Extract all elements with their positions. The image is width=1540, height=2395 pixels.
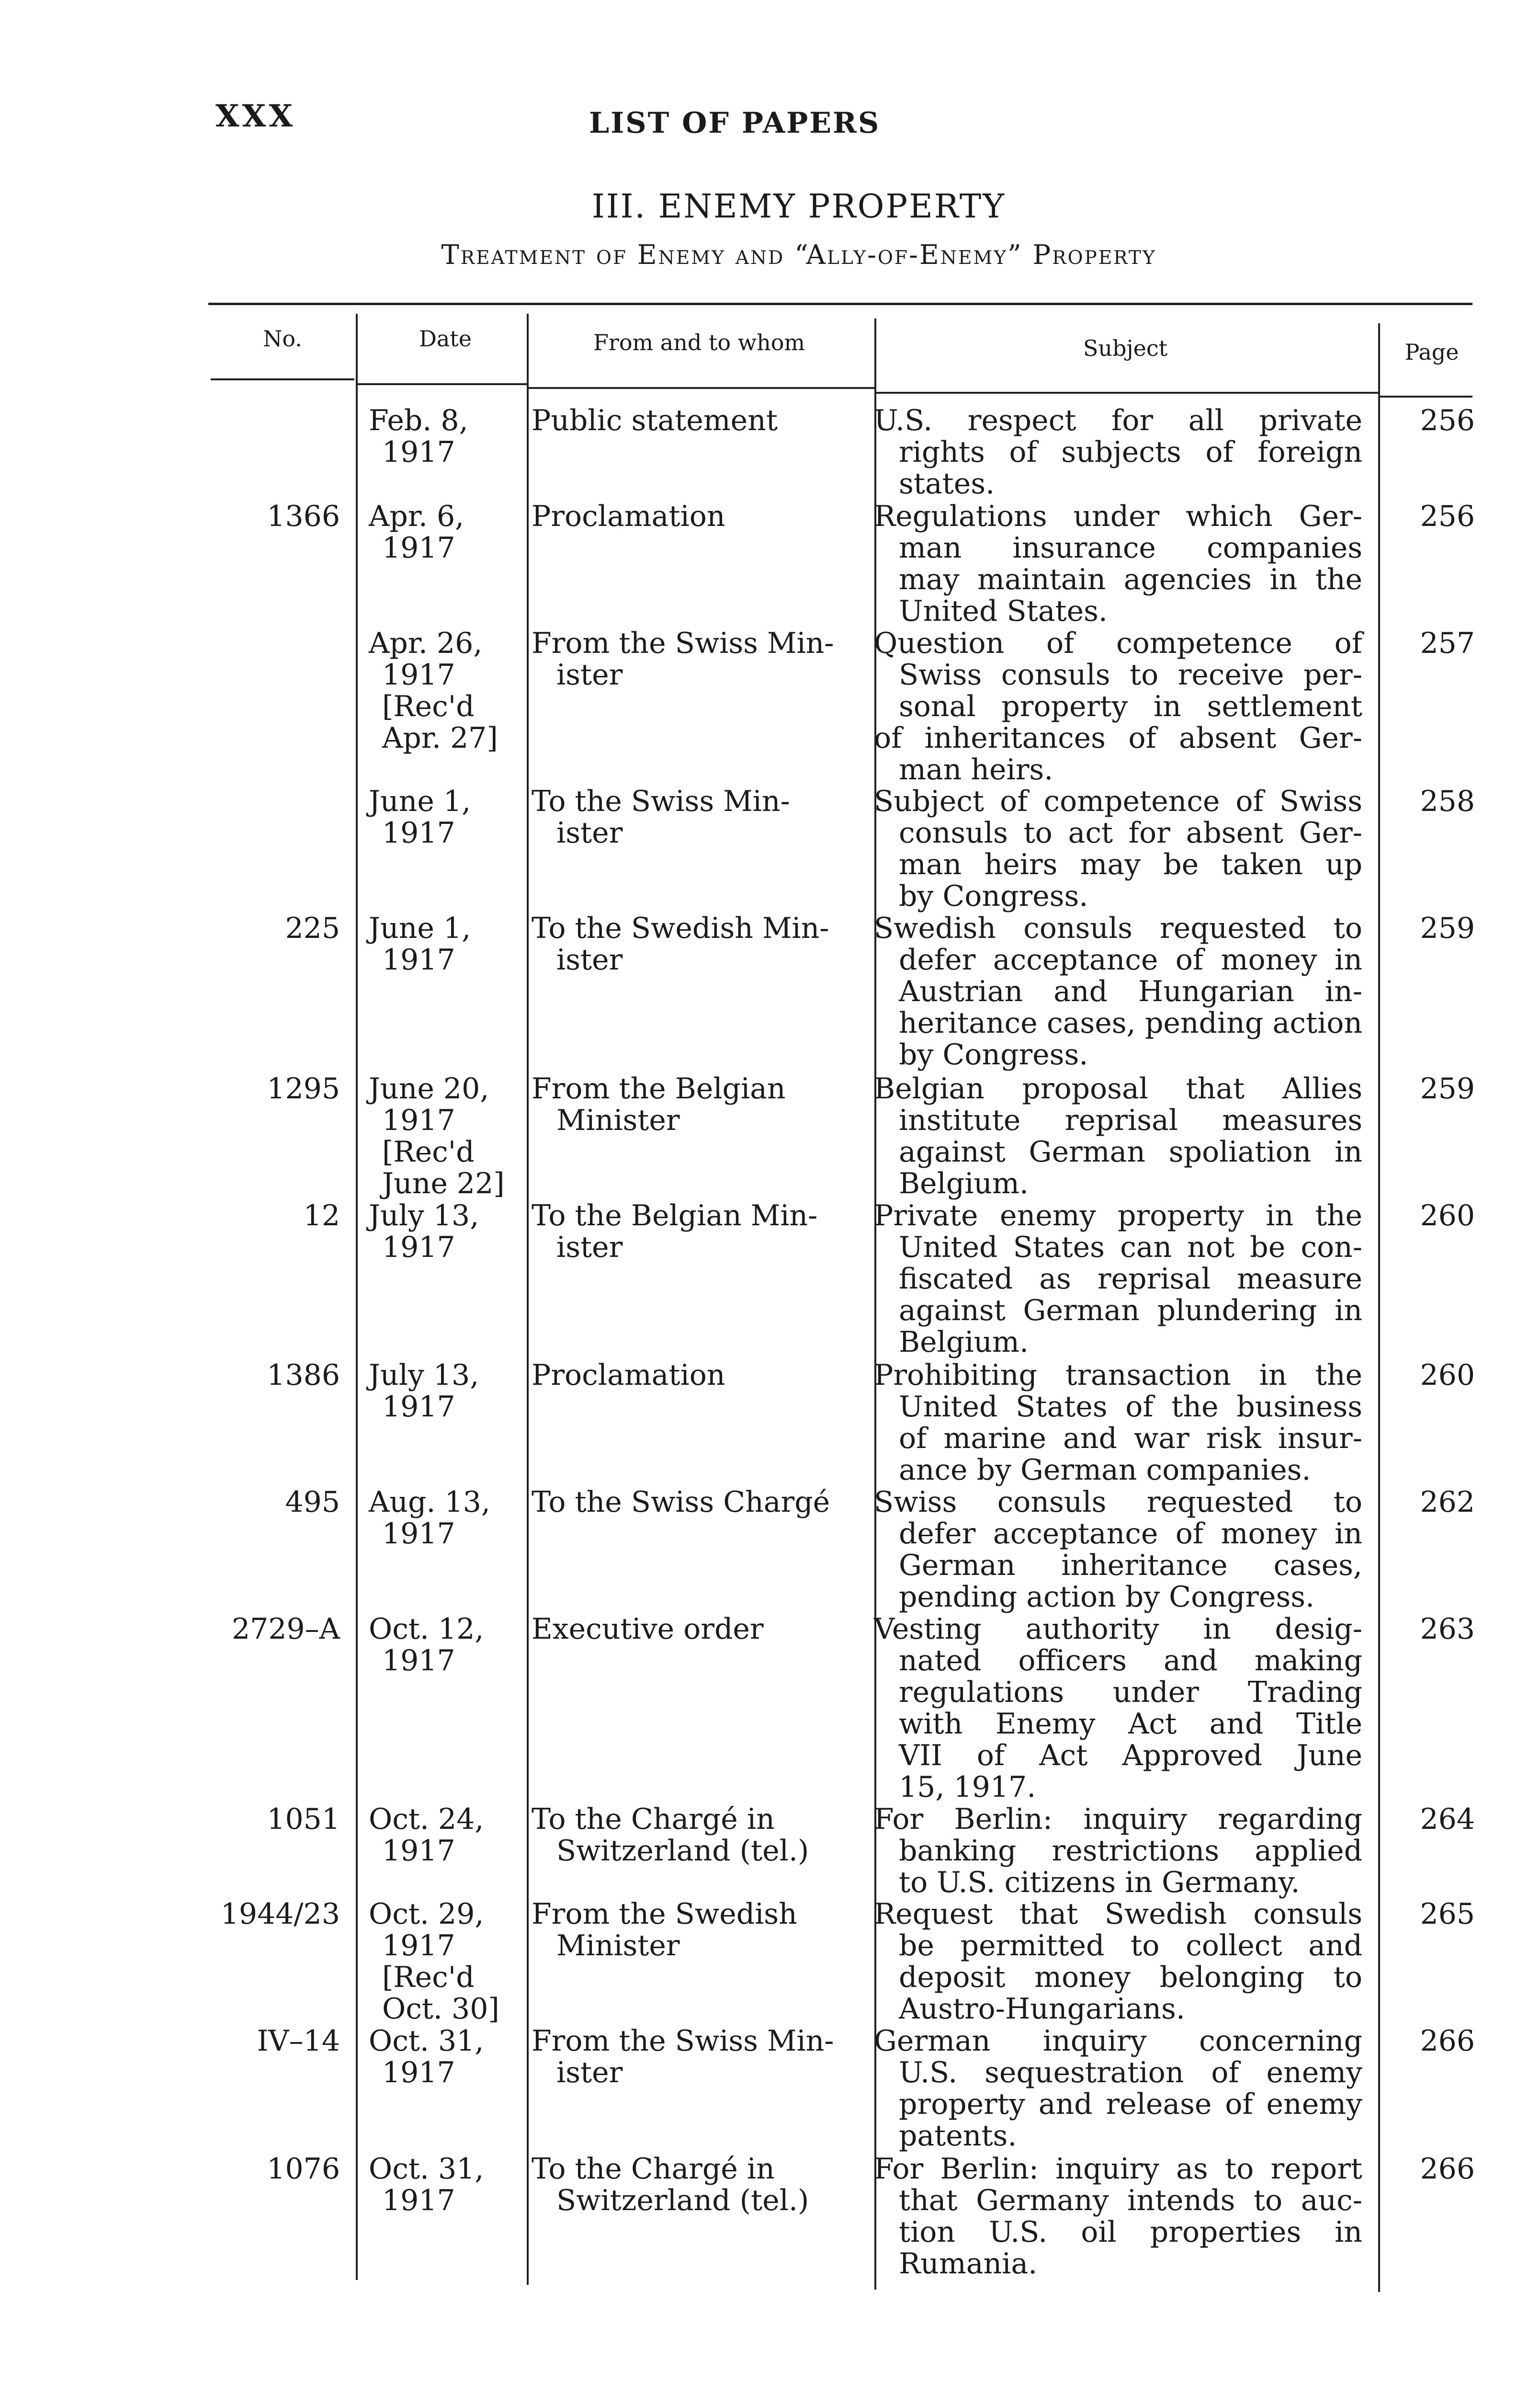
doc-page: 260 — [1420, 1358, 1475, 1392]
doc-date: Oct. 31, 1917 — [369, 2152, 484, 2217]
doc-date: Feb. 8, 1917 — [369, 404, 468, 469]
column-rule-2 — [527, 314, 529, 2285]
doc-subject: Swiss consuls requested to defer acceptance of money in German inheritance cases, pending action by Congress. — [874, 1485, 1362, 1614]
doc-page: 263 — [1420, 1612, 1475, 1646]
doc-subject: Question of competence of Swiss consuls to receive per- sonal property in settlement of inheritances of absent Ger- man heirs. — [874, 627, 1362, 787]
section-title: III. ENEMY PROPERTY — [591, 188, 1006, 226]
running-title: LIST OF PAPERS — [589, 106, 881, 140]
header-rule-subject — [875, 392, 1379, 394]
doc-page: 258 — [1420, 785, 1475, 818]
header-rule-no — [211, 378, 354, 380]
doc-page: 260 — [1420, 1199, 1475, 1232]
doc-from: From the Swiss Min- ister — [532, 627, 834, 692]
doc-number: 1076 — [267, 2152, 340, 2186]
col-header-date: Date — [419, 326, 472, 352]
doc-subject: Prohibiting transaction in the United States of the business of marine and war risk insur- ance by German companies. — [874, 1358, 1362, 1487]
col-header-no: No. — [263, 326, 302, 352]
doc-from: Public statement — [532, 404, 778, 437]
doc-date: Apr. 6, 1917 — [369, 500, 464, 565]
doc-from: From the Swedish Minister — [532, 1897, 797, 1962]
col-header-from: From and to whom — [593, 330, 805, 355]
doc-date: June 20, 1917 [Rec'd June 22] — [369, 1072, 505, 1200]
doc-date: Apr. 26, 1917 [Rec'd Apr. 27] — [369, 627, 498, 755]
doc-date: July 13, 1917 — [369, 1358, 479, 1424]
doc-date: Oct. 29, 1917 [Rec'd Oct. 30] — [369, 1897, 499, 2026]
doc-from: From the Belgian Minister — [532, 1072, 786, 1137]
doc-date: July 13, 1917 — [369, 1199, 479, 1264]
doc-from: Proclamation — [532, 1358, 725, 1392]
doc-page: 262 — [1420, 1485, 1475, 1519]
doc-from: To the Swiss Min- ister — [532, 785, 790, 850]
doc-from: To the Chargé in Switzerland (tel.) — [532, 2152, 809, 2217]
doc-from: To the Swedish Min- ister — [532, 912, 829, 977]
doc-date: Oct. 24, 1917 — [369, 1802, 484, 1868]
doc-page: 266 — [1420, 2152, 1475, 2186]
doc-number: IV–14 — [257, 2024, 340, 2058]
doc-subject: Vesting authority in desig- nated officers and making regulations under Trading with Enemy Act and Title VII of Act Approved June 15, 1917. — [874, 1612, 1362, 1804]
doc-page: 266 — [1420, 2024, 1475, 2058]
doc-page: 264 — [1420, 1802, 1475, 1836]
doc-number: 2729–A — [231, 1612, 340, 1646]
doc-date: Oct. 31, 1917 — [369, 2024, 484, 2089]
header-rule-date — [357, 383, 528, 385]
col-header-subject: Subject — [1083, 335, 1168, 361]
doc-date: Oct. 12, 1917 — [369, 1612, 484, 1677]
doc-page: 265 — [1420, 1897, 1475, 1931]
col-header-page: Page — [1404, 339, 1459, 365]
doc-number: 1051 — [267, 1802, 340, 1836]
doc-subject: Belgian proposal that Allies institute reprisal measures against German spoliation in Belgium. — [874, 1072, 1362, 1200]
doc-subject: U.S. respect for all private rights of subjects of foreign states. — [874, 404, 1362, 501]
doc-number: 1295 — [267, 1072, 340, 1106]
doc-from: From the Swiss Min- ister — [532, 2024, 834, 2089]
doc-page: 256 — [1420, 404, 1475, 437]
doc-page: 256 — [1420, 500, 1475, 533]
doc-from: Executive order — [532, 1612, 764, 1646]
doc-subject: Subject of competence of Swiss consuls to act for absent Ger- man heirs may be taken up by Congress. — [874, 785, 1362, 913]
doc-date: June 1, 1917 — [369, 912, 471, 977]
doc-number: 12 — [303, 1199, 340, 1232]
doc-subject: Request that Swedish consuls be permitted to collect and deposit money belonging to Austro-Hungarians. — [874, 1897, 1362, 2026]
doc-from: To the Swiss Chargé — [532, 1485, 830, 1519]
header-rule-from — [528, 387, 875, 389]
column-rule-4 — [1378, 323, 1380, 2292]
doc-date: June 1, 1917 — [369, 785, 471, 850]
doc-from: Proclamation — [532, 500, 725, 533]
doc-subject: For Berlin: inquiry regarding banking restrictions applied to U.S. citizens in Germany. — [874, 1802, 1362, 1899]
doc-subject: Private enemy property in the United States can not be con- fiscated as reprisal measure against German plundering in Belgium. — [874, 1199, 1362, 1359]
doc-page: 257 — [1420, 627, 1475, 660]
doc-number: 1386 — [267, 1358, 340, 1392]
header-rule-page — [1379, 396, 1472, 398]
top-rule — [208, 303, 1472, 305]
doc-subject: Swedish consuls requested to defer acceptance of money in Austrian and Hungarian in- heritance cases, pending action by Congress. — [874, 912, 1362, 1072]
doc-subject: For Berlin: inquiry as to report that Germany intends to auc- tion U.S. oil properties in Rumania. — [874, 2152, 1362, 2281]
page-number: XXX — [215, 98, 295, 134]
doc-page: 259 — [1420, 912, 1475, 945]
doc-from: To the Belgian Min- ister — [532, 1199, 818, 1264]
subsection-title: Treatment of Enemy and “Ally-of-Enemy” Property — [441, 240, 1156, 271]
doc-subject: German inquiry concerning U.S. sequestration of enemy property and release of enemy patents. — [874, 2024, 1362, 2153]
doc-from: To the Chargé in Switzerland (tel.) — [532, 1802, 809, 1868]
doc-number: 495 — [285, 1485, 340, 1519]
doc-number: 1944/23 — [220, 1897, 340, 1931]
doc-number: 1366 — [267, 500, 340, 533]
doc-number: 225 — [285, 912, 340, 945]
doc-subject: Regulations under which Ger- man insurance companies may maintain agencies in the United States. — [874, 500, 1362, 628]
column-rule-1 — [356, 314, 358, 2280]
doc-date: Aug. 13, 1917 — [369, 1485, 490, 1551]
doc-page: 259 — [1420, 1072, 1475, 1106]
